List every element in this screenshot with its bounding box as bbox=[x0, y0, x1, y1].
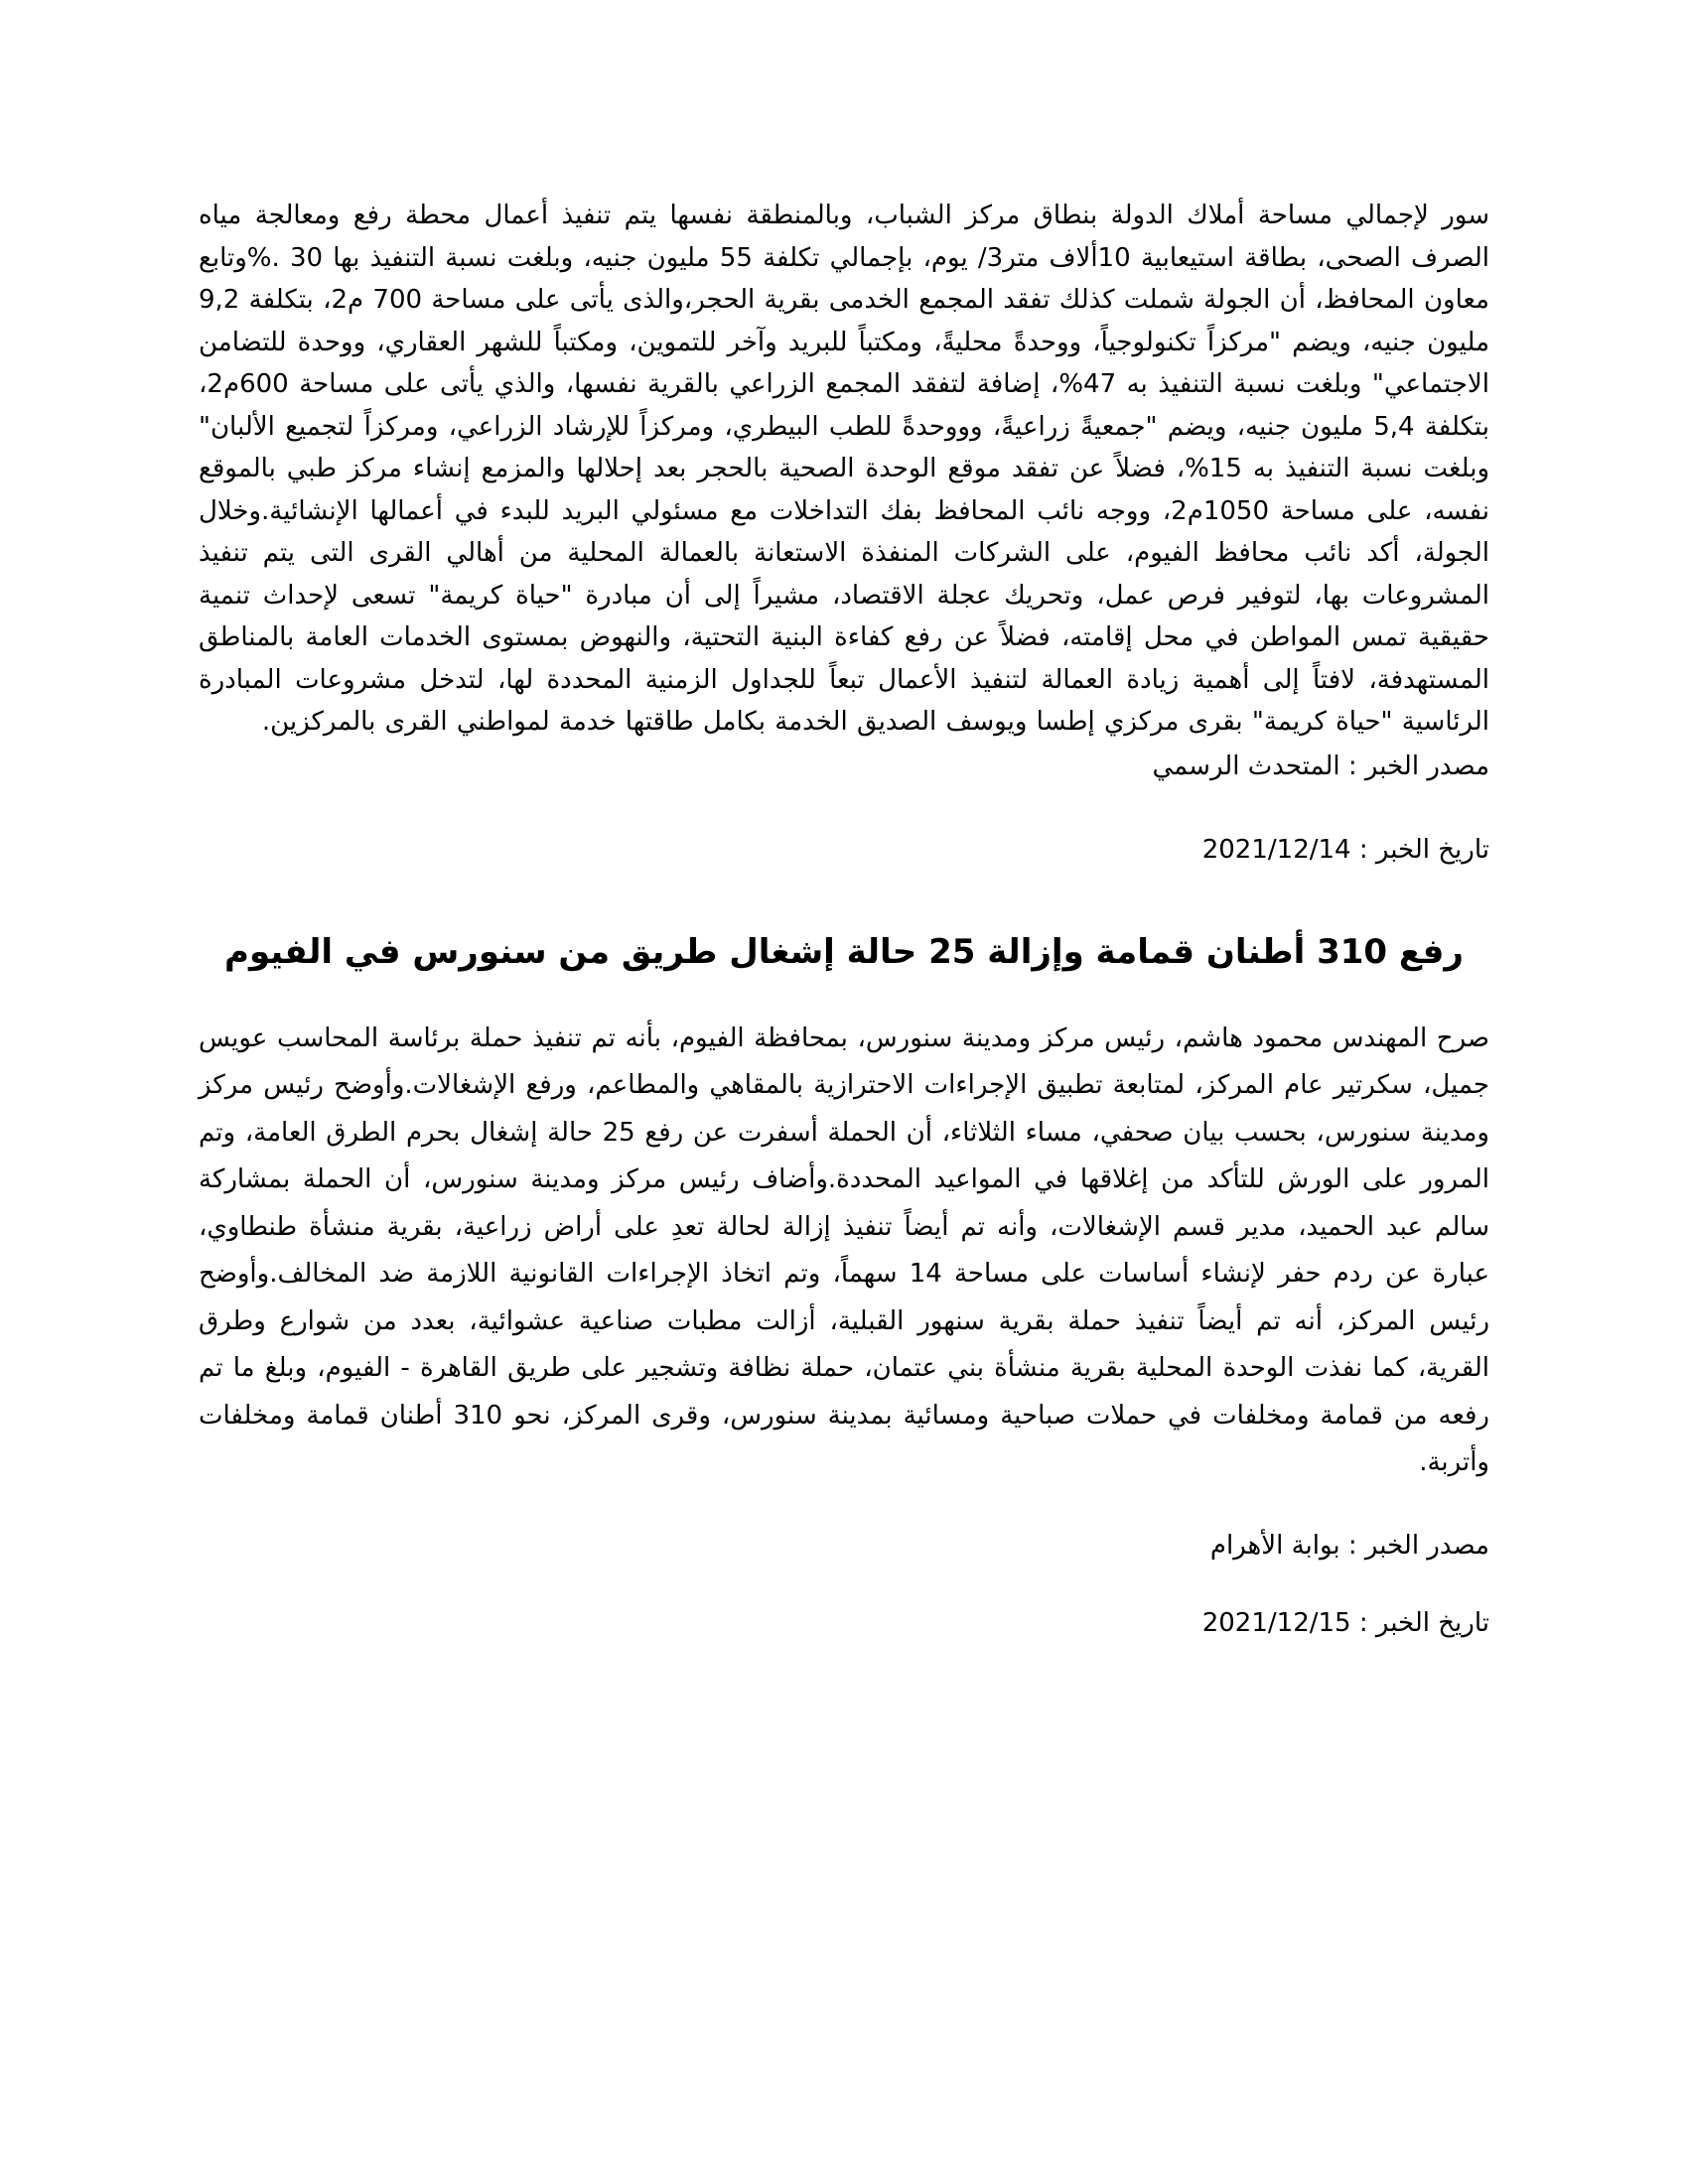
article-1-body: سور لإجمالي مساحة أملاك الدولة بنطاق مركز الشباب، وبالمنطقة نفسها يتم تنفيذ أعمال محطة رفع ومعالجة مياه الصرف الصحى، بطاقة استيعابية 10ألاف متر3/ يوم، بإجمالي تكلفة 55 مليون جنيه، وبلغت نسبة التنفيذ بها 30 .%وتابع معاون المحافظ، أن الجولة شملت كذلك تفقد المجمع الخدمى بقرية الحجر،والذى يأتى على مساحة 700 م2، بتكلفة 9,2 مليون جنيه، ويضم "مركزاً تكنولوجياً، ووحدةً محليةً، ومكتباً للبريد وآخر للتموين، ومكتباً للشهر العقاري، ووحدة للتضامن الاجتماعي" وبلغت نسبة التنفيذ به 47%، إضافة لتفقد المجمع الزراعي بالقرية نفسها، والذي يأتى على مساحة 600م2، بتكلفة 5,4 مليون جنيه، ويضم "جمعيةً زراعيةً، وووحدةً للطب البيطري، ومركزاً للإرشاد الزراعي، ومركزاً لتجميع الألبان" وبلغت نسبة التنفيذ به 15%، فضلاً عن تفقد موقع الوحدة الصحية بالحجر بعد إحلالها والمزمع إنشاء مركز طبي بالموقع نفسه، على مساحة 1050م2، ووجه نائب المحافظ بفك التداخلات مع مسئولي البريد للبدء في أعمالها الإنشائية.وخلال الجولة، أكد نائب محافظ الفيوم، على الشركات المنفذة الاستعانة بالعمالة المحلية من أهالي القرى التى يتم تنفيذ المشروعات بها، لتوفير فرص عمل، وتحريك عجلة الاقتصاد، مشيراً إلى أن مبادرة "حياة كريمة" تسعى لإحداث تنمية حقيقية تمس المواطن في محل إقامته، فضلاً عن رفع كفاءة البنية التحتية، والنهوض بمستوى الخدمات العامة بالمناطق المستهدفة، لافتاً إلى أهمية زيادة العمالة لتنفيذ الأعمال تبعاً للجداول الزمنية المحددة لها، لتدخل مشروعات المبادرة الرئاسية "حياة كريمة" بقرى مركزي إطسا ويوسف الصديق الخدمة بكامل طاقتها خدمة لمواطني القرى بالمركزين. bbox=[199, 201, 1490, 737]
article-1-date: تاريخ الخبر : 2021/12/14 bbox=[1201, 834, 1489, 865]
article-2-source: مصدر الخبر : بوابة الأهرام bbox=[1209, 1530, 1489, 1561]
article-2-body: صرح المهندس محمود هاشم، رئيس مركز ومدينة سنورس، بمحافظة الفيوم، بأنه تم تنفيذ حملة برئاسة المحاسب عويس جميل، سكرتير عام المركز، لمتابعة تطبيق الإجراءات الاحترازية بالمقاهي والمطاعم، ورفع الإشغالات.وأوضح رئيس مركز ومدينة سنورس، بحسب بيان صحفي، مساء الثلاثاء، أن الحملة أسفرت عن رفع 25 حالة إشغال بحرم الطرق العامة، وتم المرور على الورش للتأكد من إغلاقها في المواعيد المحددة.وأضاف رئيس مركز ومدينة سنورس، أن الحملة بمشاركة سالم عبد الحميد، مدير قسم الإشغالات، وأنه تم أيضاً تنفيذ إزالة لحالة تعدِ على أراض زراعية، بقرية منشأة طنطاوي، عبارة عن ردم حفر لإنشاء أساسات على مساحة 14 سهماً، وتم اتخاذ الإجراءات القانونية اللازمة ضد المخالف.وأوضح رئيس المركز، أنه تم أيضاً تنفيذ حملة بقرية سنهور القبلية، أزالت مطبات صناعية عشوائية، بعدد من شوارع وطرق القرية، كما نفذت الوحدة المحلية بقرية منشأة بني عتمان، حملة نظافة وتشجير على طريق القاهرة - الفيوم، وبلغ ما تم رفعه من قمامة ومخلفات في حملات صباحية ومسائية بمدينة سنورس، وقرى المركز، نحو 310 أطنان قمامة ومخلفات وأتربة. bbox=[199, 1023, 1489, 1477]
article-2-date: تاريخ الخبر : 2021/12/15 bbox=[1201, 1607, 1489, 1638]
article-1-source: مصدر الخبر : المتحدث الرسمي bbox=[1152, 751, 1489, 781]
article-2-headline: رفع 310 أطنان قمامة وإزالة 25 حالة إشغال طريق من سنورس في الفيوم bbox=[224, 931, 1464, 972]
